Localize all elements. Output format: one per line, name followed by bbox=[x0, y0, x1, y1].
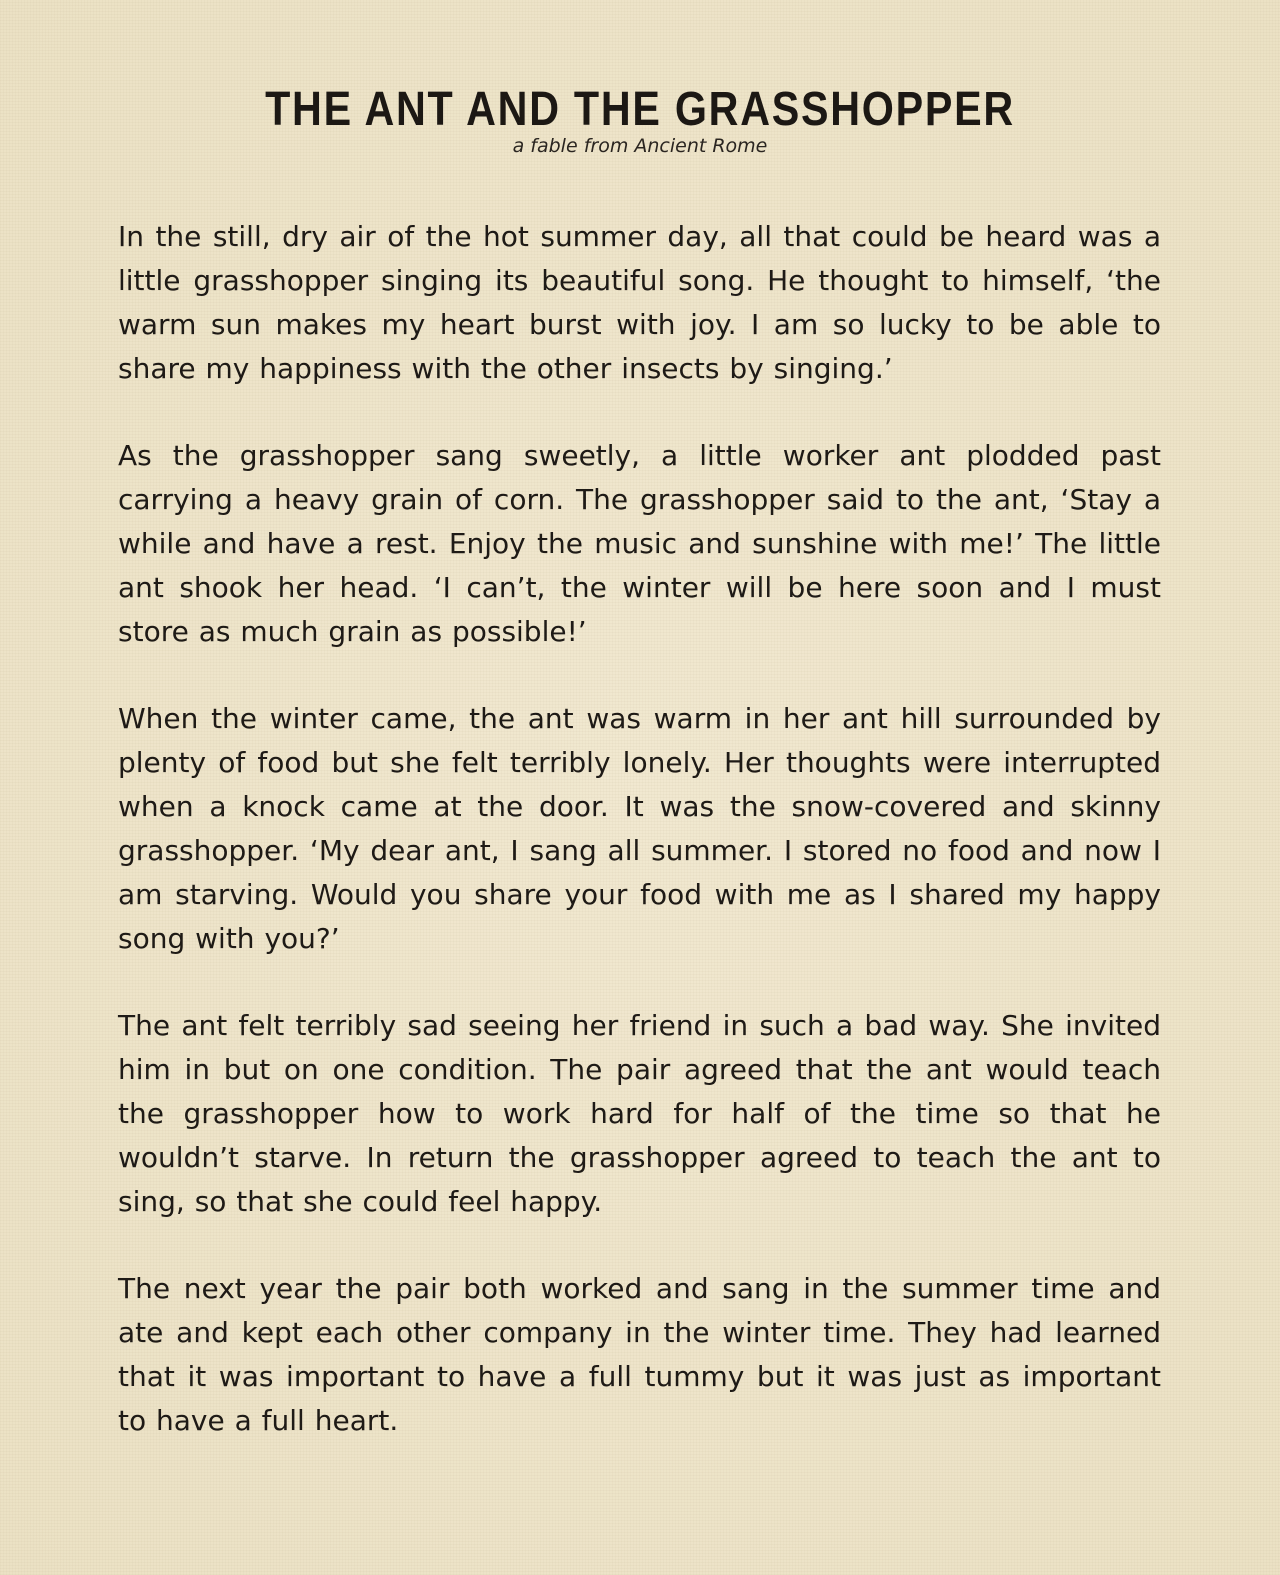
page-title: THE ANT AND THE GRASSHOPPER bbox=[265, 83, 1015, 136]
story-paragraph-5: The next year the pair both worked and sang in the summer time and ate and kept each other company in the winter time. They had learned that it was important to have a full tummy but it was just as important to have a full heart. bbox=[118, 1272, 1161, 1437]
header bbox=[0, 82, 1280, 157]
story-paragraph-2: As the grasshopper sang sweetly, a little worker ant plodded past carrying a heavy grain of corn. The grasshopper said to the ant, ‘Stay a while and have a rest. Enjoy the music and sunshine with me!’ The little ant shook her head. ‘I can’t, the winter will be here soon and I must store as much grain as possible!’ bbox=[118, 439, 1161, 648]
story-paragraph-1: In the still, dry air of the hot summer day, all that could be heard was a little grasshopper singing its beautiful song. He thought to himself, ‘the warm sun makes my heart burst with joy. I am so lucky to be able to share my happiness with the other insects by singing.’ bbox=[118, 220, 1161, 385]
story-body bbox=[118, 215, 1161, 1486]
story-paragraph-4: The ant felt terribly sad seeing her friend in such a bad way. She invited him in but on one condition. The pair agreed that the ant would teach the grasshopper how to work hard for half of the time so that he wouldn’t starve. In return the grasshopper agreed to teach the ant to sing, so that she could feel happy. bbox=[118, 1009, 1161, 1218]
story-paragraph-3: When the winter came, the ant was warm in her ant hill surrounded by plenty of food but she felt terribly lonely. Her thoughts were interrupted when a knock came at the door. It was the snow-covered and skinny grasshopper. ‘My dear ant, I sang all summer. I stored no food and now I am starving. Would you share your food with me as I shared my happy song with you?’ bbox=[118, 702, 1161, 955]
page-subtitle: a fable from Ancient Rome bbox=[512, 135, 768, 157]
